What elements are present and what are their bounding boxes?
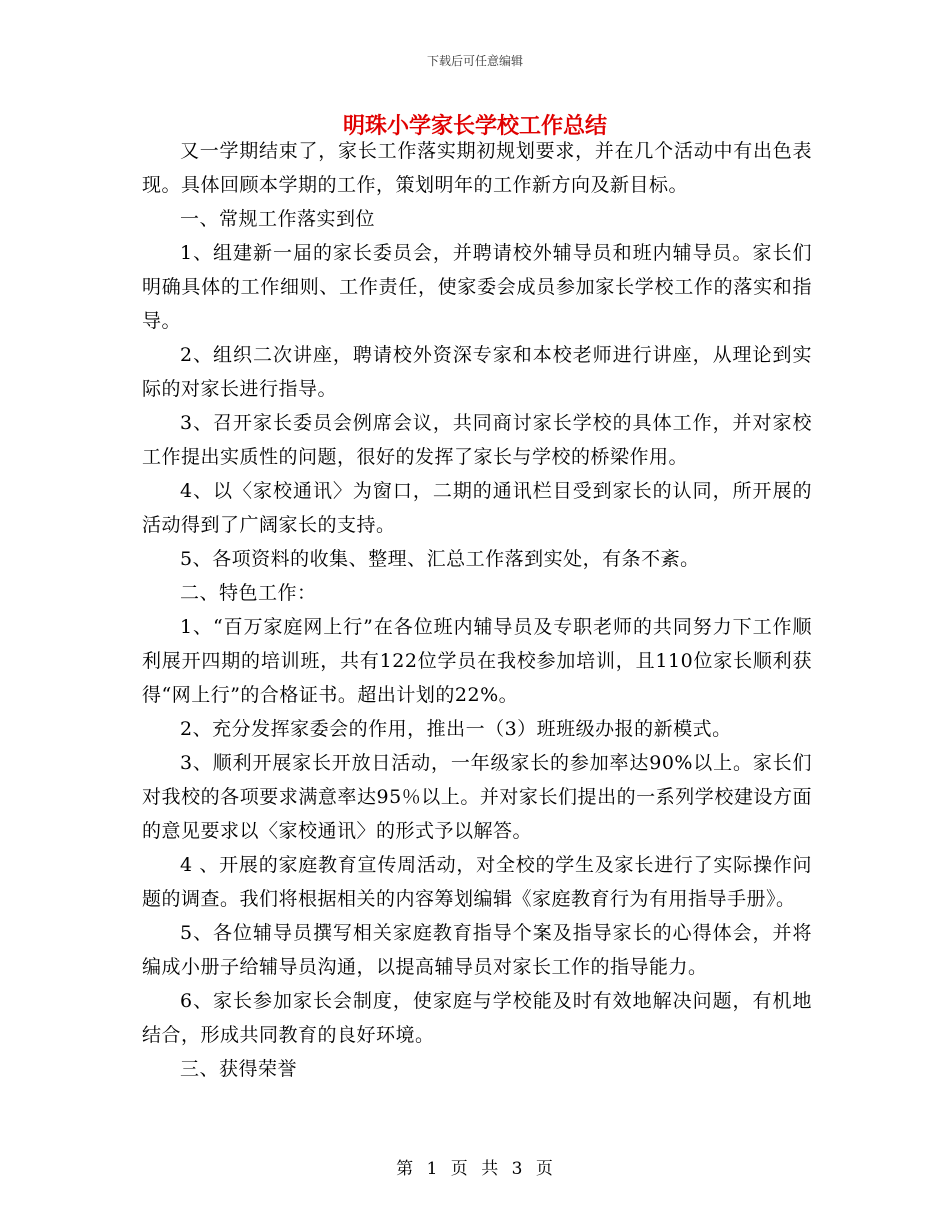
footer-prefix: 第 (396, 1159, 415, 1179)
footer-page-number: 1 (426, 1159, 439, 1179)
section-heading-honors: 三、获得荣誉 (180, 1058, 298, 1080)
paragraph-special-1: 1、“百万家庭网上行”在各位班内辅导员及专职老师的共同努力下工作顺利展开四期的培训班，共有122位学员在我校参加培训，且110位家长顺利获得“网上行”的合格证书。超出计划的22%。 (142, 616, 812, 706)
intro-paragraph: 又一学期结束了，家长工作落实期初规划要求，并在几个活动中有出色表现。具体回顾本学期的工作，策划明年的工作新方向及新目标。 (142, 140, 812, 196)
footer-total-prefix: 共 (481, 1159, 500, 1179)
footer-page-unit: 页 (450, 1159, 469, 1179)
paragraph-special-2: 2、充分发挥家委会的作用，推出一（3）班班级办报的新模式。 (180, 718, 732, 740)
paragraph-special-6: 6、家长参加家长会制度，使家庭与学校能及时有效地解决问题，有机地结合，形成共同教育的良好环境。 (142, 990, 812, 1046)
footer-total-pages: 3 (511, 1159, 524, 1179)
section-heading-routine-work: 一、常规工作落实到位 (180, 208, 376, 230)
paragraph-special-5: 5、各位辅导员撰写相关家庭教育指导个案及指导家长的心得体会，并将编成小册子给辅导员沟通，以提高辅导员对家长工作的指导能力。 (142, 922, 812, 978)
section-heading-special-work: 二、特色工作： (180, 582, 317, 604)
paragraph-routine-5: 5、各项资料的收集、整理、汇总工作落到实处，有条不紊。 (180, 548, 700, 570)
footer-total-unit: 页 (535, 1159, 554, 1179)
document-body (142, 134, 812, 1086)
paragraph-routine-3: 3、召开家长委员会例席会议，共同商讨家长学校的具体工作，并对家校工作提出实质性的问题，很好的发挥了家长与学校的桥梁作用。 (142, 412, 812, 468)
paragraph-special-4: 4 、开展的家庭教育宣传周活动，对全校的学生及家长进行了实际操作问题的调查。我们将根据相关的内容筹划编辑《家庭教育行为有用指导手册》。 (142, 854, 812, 910)
document-title: 明珠小学家长学校工作总结 (342, 113, 607, 139)
paragraph-routine-1: 1、组建新一届的家长委员会，并聘请校外辅导员和班内辅导员。家长们明确具体的工作细则、工作责任，使家委会成员参加家长学校工作的落实和指导。 (142, 242, 812, 332)
header-note: 下载后可任意编辑 (426, 54, 523, 68)
paragraph-routine-4: 4、以〈家校通讯〉为窗口，二期的通讯栏目受到家长的认同，所开展的活动得到了广阔家长的支持。 (142, 480, 812, 536)
page-footer (0, 1154, 950, 1179)
paragraph-special-3: 3、顺利开展家长开放日活动，一年级家长的参加率达90%以上。家长们对我校的各项要求满意率达95％以上。并对家长们提出的一系列学校建设方面的意见要求以〈家校通讯〉的形式予以解答。 (142, 752, 812, 842)
paragraph-routine-2: 2、组织二次讲座，聘请校外资深专家和本校老师进行讲座，从理论到实际的对家长进行指导。 (142, 344, 812, 400)
